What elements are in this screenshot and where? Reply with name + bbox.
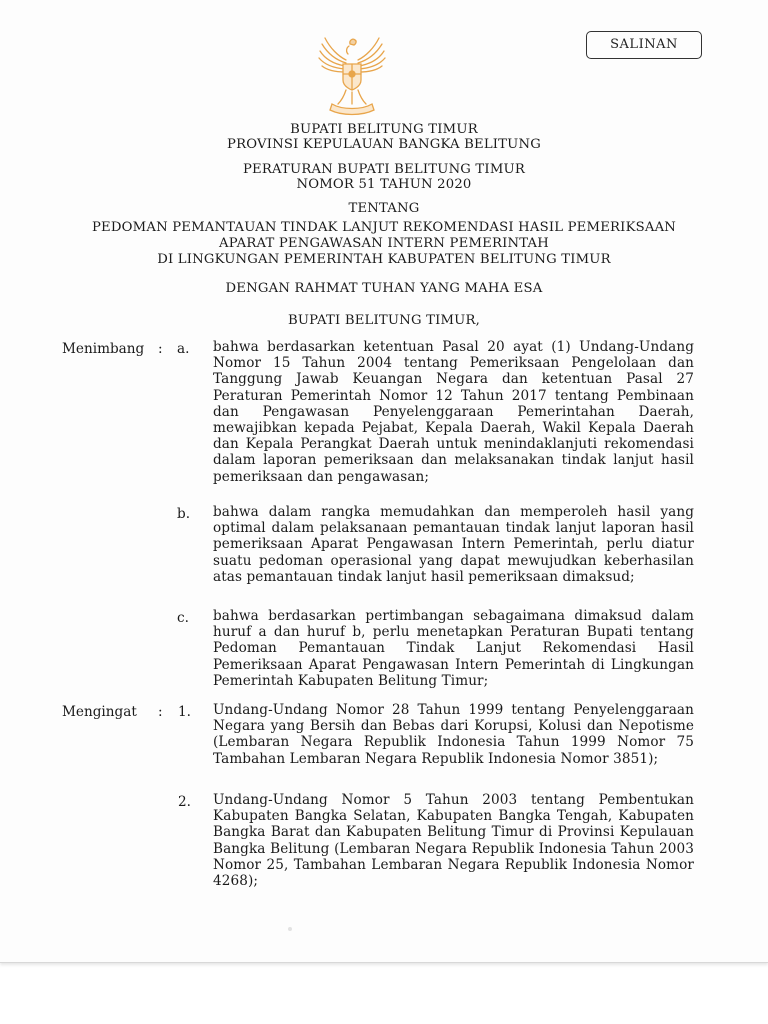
list-marker: 1. bbox=[178, 704, 191, 720]
about-heading: TENTANG bbox=[348, 201, 420, 216]
subject-line-1: PEDOMAN PEMANTAUAN TINDAK LANJUT REKOMENDASI HASIL PEMERIKSAAN bbox=[91, 220, 677, 235]
blessing-line: DENGAN RAHMAT TUHAN YANG MAHA ESA bbox=[225, 281, 543, 296]
regulation-number: NOMOR 51 TAHUN 2020 bbox=[296, 177, 472, 192]
menimbang-label: Menimbang bbox=[62, 341, 145, 357]
mengingat-colon: : bbox=[158, 704, 163, 720]
subject-line-3: DI LINGKUNGAN PEMERINTAH KABUPATEN BELITUNG TIMUR bbox=[157, 252, 611, 267]
list-marker: a. bbox=[177, 341, 190, 357]
considering-item-b: bahwa dalam rangka memudahkan dan memperoleh hasil yang optimal dalam pelaksanaan pemantauan tindak lanjut laporan hasil pemeriksaan Aparat Pengawasan Intern Pemerintah, perlu diatur suatu pedoman operasional yang dapat mewujudkan keberhasilan atas pemantauan tindak lanjut hasil pemeriksaan dimaksud; bbox=[213, 504, 694, 585]
list-marker: 2. bbox=[178, 794, 191, 810]
garuda-pancasila-emblem-icon bbox=[316, 34, 388, 118]
regulation-title: PERATURAN BUPATI BELITUNG TIMUR bbox=[242, 162, 525, 177]
legal-basis-item-2: Undang-Undang Nomor 5 Tahun 2003 tentang Pembentukan Kabupaten Bangka Selatan, Kabupaten Bangka Tengah, Kabupaten Bangka Barat dan Kabupaten Belitung Timur di Provinsi Kepulauan Bangka Belitung (Lembaran Negara Republik Indonesia Tahun 2003 Nomor 25, Tambahan Lembaran Negara Republik Indonesia Nomor 4268); bbox=[213, 792, 694, 890]
considering-item-c: bahwa berdasarkan pertimbangan sebagaimana dimaksud dalam huruf a dan huruf b, perlu menetapkan Peraturan Bupati tentang Pedoman Pemantauan Tindak Lanjut Rekomendasi Hasil Pemeriksaan Aparat Pengawasan Intern Pemerintah di Lingkungan Pemerintah Kabupaten Belitung Timur; bbox=[213, 608, 694, 689]
considering-item-a: bahwa berdasarkan ketentuan Pasal 20 ayat (1) Undang-Undang Nomor 15 Tahun 2004 tentang Pemeriksaan Pengelolaan dan Tanggung Jawab Keuangan Negara dan ketentuan Pasal 27 Peraturan Pemerintah Nomor 12 Tahun 2017 tentang Pembinaan dan Pengawasan Penyelenggaraan Pemerintahan Daerah, mewajibkan kepada Pejabat, Kepala Daerah, Wakil Kepala Daerah dan Kepala Perangkat Daerah untuk menindaklanjuti rekomendasi dalam laporan pemeriksaan dan melaksanakan tindak lanjut hasil pemeriksaan dan pengawasan; bbox=[213, 339, 694, 485]
subject-line-2: APARAT PENGAWASAN INTERN PEMERINTAH bbox=[219, 236, 549, 251]
legal-basis-item-1: Undang-Undang Nomor 28 Tahun 1999 tentang Penyelenggaraan Negara yang Bersih dan Bebas dari Korupsi, Kolusi dan Nepotisme (Lembaran Negara Republik Indonesia Tahun 1999 Nomor 75 Tambahan Lembaran Negara Republik Indonesia Nomor 3851); bbox=[213, 702, 694, 767]
salinan-stamp: SALINAN bbox=[586, 31, 702, 59]
list-marker: b. bbox=[177, 506, 191, 522]
list-marker: c. bbox=[177, 610, 189, 626]
mengingat-label: Mengingat bbox=[62, 704, 137, 720]
header-regent: BUPATI BELITUNG TIMUR bbox=[290, 122, 478, 137]
header-province: PROVINSI KEPULAUAN BANGKA BELITUNG bbox=[227, 137, 541, 152]
scan-speck bbox=[288, 927, 292, 931]
authority-line: BUPATI BELITUNG TIMUR, bbox=[287, 313, 481, 328]
menimbang-colon: : bbox=[158, 341, 163, 357]
